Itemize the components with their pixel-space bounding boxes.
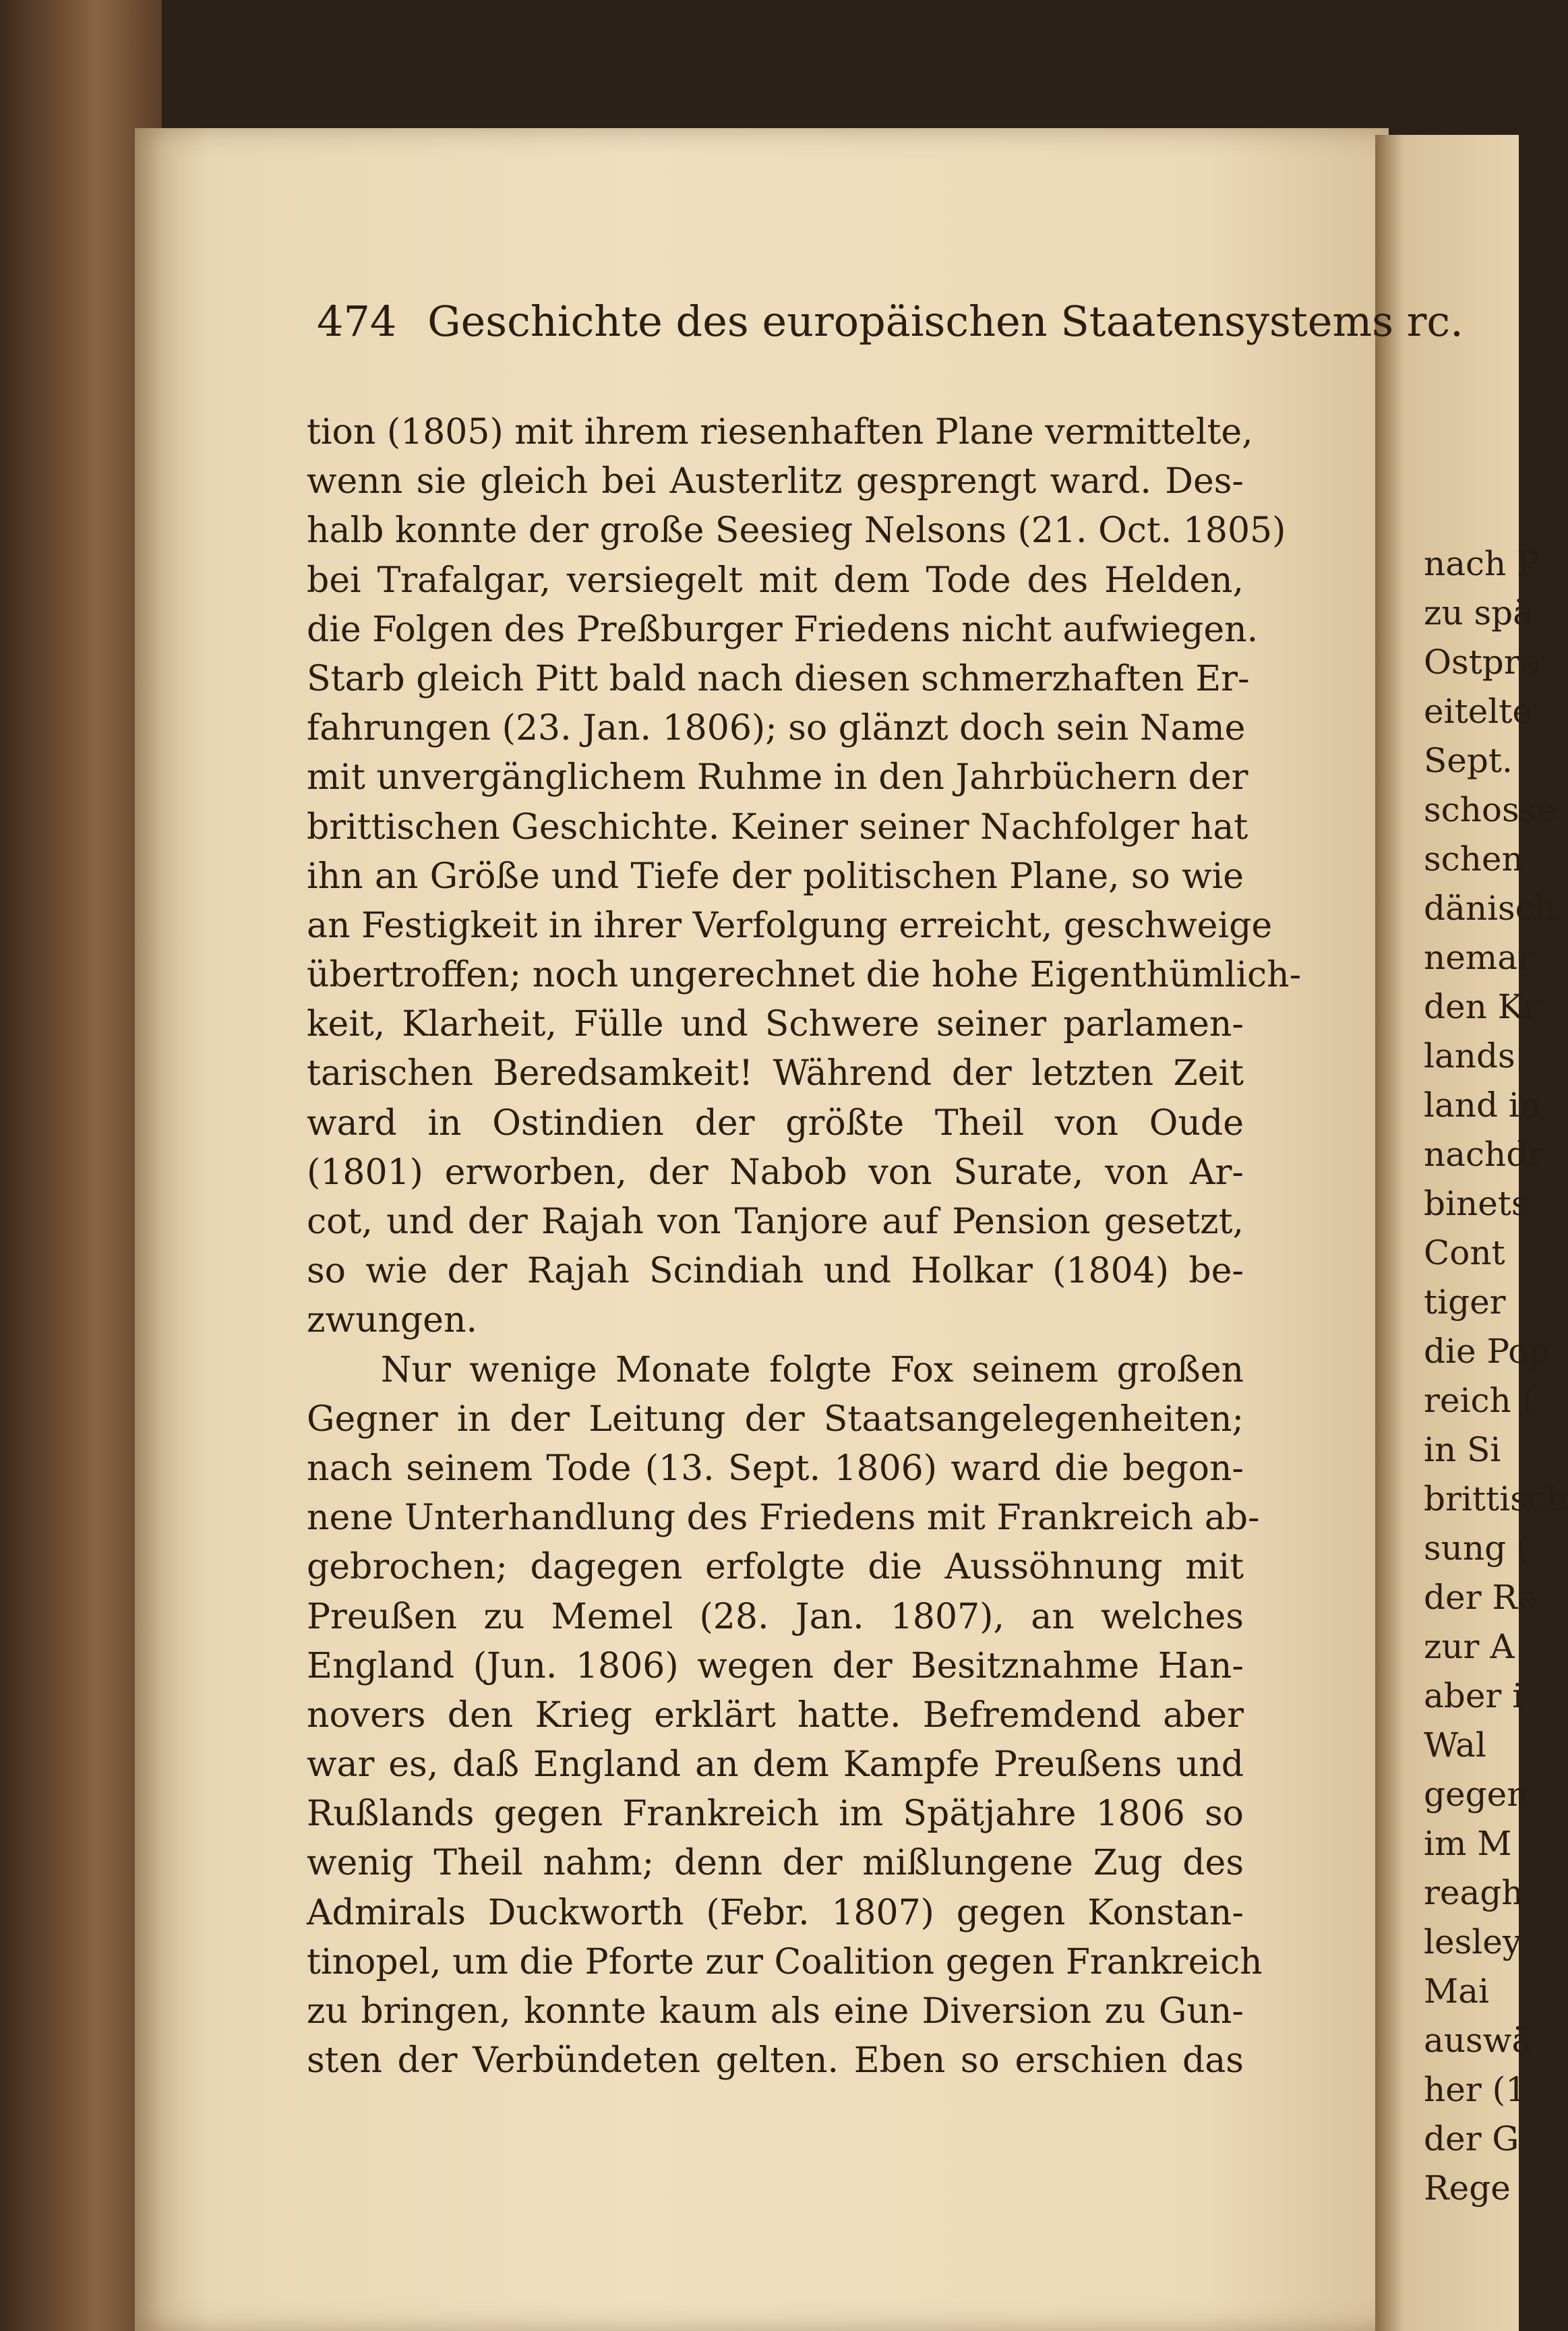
text-line: England (Jun. 1806) wegen der Besitznahme Han- [307,1645,1244,1686]
facing-page-line: gegen [1424,1775,1529,1814]
facing-page-line: sung ( [1424,1529,1530,1568]
facing-page-line: land in [1424,1086,1542,1125]
text-line: Preußen zu Memel (28. Jan. 1807), an welches [307,1596,1244,1637]
facing-page-line: aber i [1424,1676,1524,1715]
text-line: Rußlands gegen Frankreich im Spätjahre 1806 so [307,1794,1244,1835]
text-line: (1801) erworben, der Nabob von Surate, von Ar- [307,1152,1244,1193]
facing-page-edge [1375,135,1568,2331]
text-line: tinopel, um die Pforte zur Coalition gegen Frankreich [307,1941,1263,1982]
running-title: Geschichte des europäischen Staatensystems rc. [427,297,1464,346]
facing-page-line: im M [1424,1824,1512,1863]
text-line: Starb gleich Pitt bald nach diesen schmerzhaften Er- [307,658,1250,699]
text-line: tion (1805) mit ihrem riesenhaften Plane vermittelte, [307,412,1253,452]
facing-page-line: Rege [1424,2168,1511,2208]
text-line: halb konnte der große Seesieg Nelsons (21. Oct. 1805) [307,510,1286,552]
text-line: ihn an Größe und Tiefe der politischen Plane, so wie [307,856,1244,897]
running-header [317,297,1464,346]
facing-page-line: die Pop [1424,1332,1550,1371]
facing-page-line: auswä [1424,2021,1532,2060]
text-line: so wie der Rajah Scindiah und Holkar (1804) be- [307,1251,1244,1292]
facing-page-line: dänisch [1424,889,1556,928]
text-line: Nur wenige Monate folgte Fox seinem großen [381,1349,1244,1390]
facing-page-line: lands [1424,1036,1515,1075]
text-line: ward in Ostindien der größte Theil von Oude [307,1102,1244,1144]
text-line: fahrungen (23. Jan. 1806); so glänzt doch sein Name [307,708,1246,749]
text-line: cot, und der Rajah von Tanjore auf Pension gesetzt, [307,1202,1244,1242]
facing-page-line: reich ( [1424,1381,1536,1420]
text-line: sten der Verbündeten gelten. Eben so erschien das [307,2040,1244,2082]
text-line: die Folgen des Preßburger Friedens nicht aufwiegen. [307,609,1259,650]
facing-page-line: den Kr [1424,987,1539,1026]
facing-page-line: tiger [1424,1282,1506,1322]
facing-page-line: der G [1424,2119,1519,2158]
facing-page-line: binets [1424,1184,1529,1223]
text-line: Gegner in der Leitung der Staatsangelegenheiten; [307,1398,1244,1440]
facing-page-line: brittisch [1424,1479,1568,1518]
text-line: an Festigkeit in ihrer Verfolgung erreicht, geschweige [307,905,1273,946]
text-line: nene Unterhandlung des Friedens mit Frankreich ab- [307,1498,1260,1539]
facing-page-line: eitelte [1424,692,1532,731]
text-line: mit unvergänglichem Ruhme in den Jahrbüchern der [307,757,1248,798]
text-line: zwungen. [307,1300,477,1341]
text-line: zu bringen, konnte kaum als eine Diversion zu Gun- [307,1991,1244,2032]
text-line: Admirals Duckworth (Febr. 1807) gegen Konstan- [307,1892,1244,1933]
facing-page-line: nachdr [1424,1135,1544,1174]
facing-page-line: Mai [1424,1972,1489,2011]
text-line: novers den Krieg erklärt hatte. Befremdend aber [307,1694,1244,1736]
facing-page-line: lesley [1424,1922,1522,1961]
facing-page-line: Sept. [1424,741,1513,780]
text-line: tarischen Beredsamkeit! Während der letzten Zeit [307,1053,1244,1094]
facing-page-line: her (1 [1424,2070,1527,2109]
text-line: nach seinem Tode (13. Sept. 1806) ward die begon- [307,1448,1244,1489]
text-line: übertroffen; noch ungerechnet die hohe Eigenthümlich- [307,955,1302,996]
facing-page-line: schosse [1424,790,1557,829]
page-number: 474 [317,297,397,346]
text-line: wenig Theil nahm; denn der mißlungene Zug des [307,1843,1244,1884]
facing-page-line: reagh [1424,1873,1524,1912]
facing-page-line: nach P [1424,544,1540,583]
facing-page-line: Ostpre [1424,643,1540,682]
text-line: bei Trafalgar, versiegelt mit dem Tode des Helden, [307,560,1244,601]
facing-page-line: in Si [1424,1430,1501,1469]
facing-page-line: Cont [1424,1233,1505,1272]
facing-page-line: der Re [1424,1578,1538,1617]
facing-page-text [1424,539,1568,2213]
text-line: gebrochen; dagegen erfolgte die Aussöhnung mit [307,1547,1244,1588]
text-line: brittischen Geschichte. Keiner seiner Nachfolger hat [307,806,1248,848]
facing-page-line: zur A [1424,1627,1515,1666]
text-line: wenn sie gleich bei Austerlitz gesprengt ward. Des- [307,461,1244,502]
facing-page-line: schen [1424,839,1524,879]
body-text [307,408,1302,2086]
text-line: keit, Klarheit, Fülle und Schwere seiner parlamen- [307,1004,1244,1045]
text-line: war es, daß England an dem Kampfe Preußens und [307,1744,1244,1786]
facing-page-line: Wal [1424,1725,1486,1765]
facing-page-line: nemar [1424,938,1534,977]
facing-page-line: zu spä [1424,593,1533,632]
